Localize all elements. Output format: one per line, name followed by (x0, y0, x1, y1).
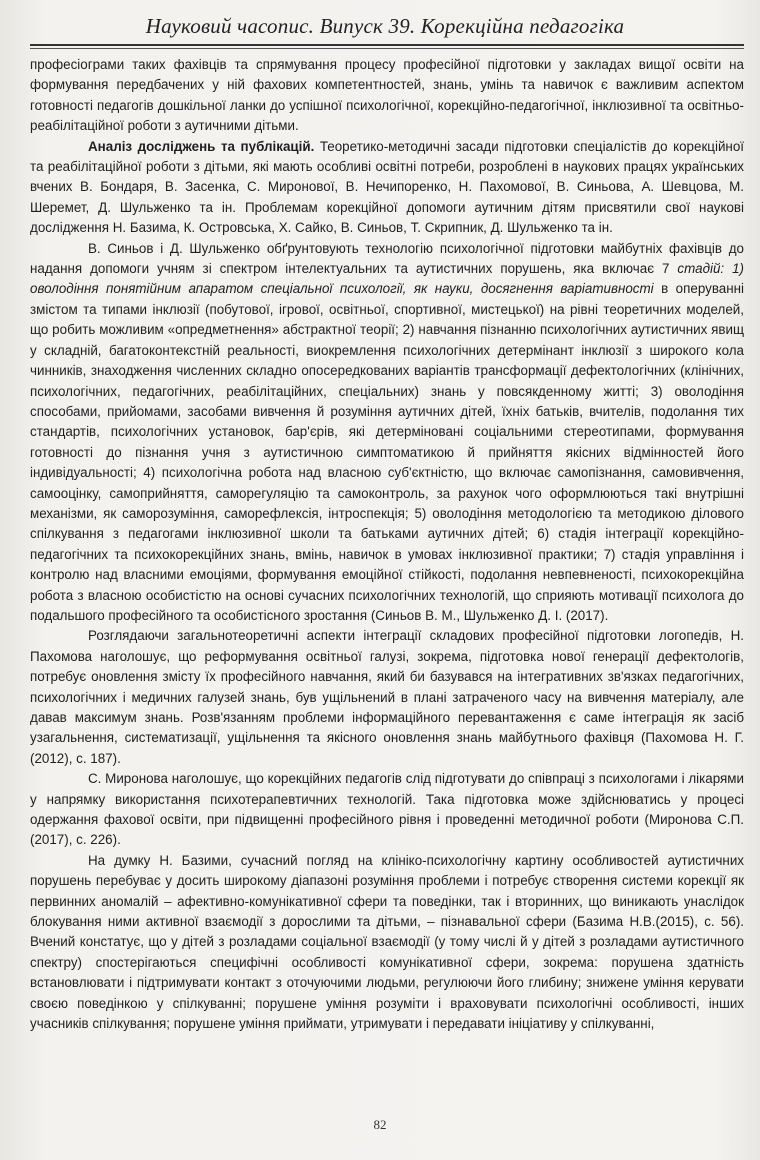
paragraph-continuation: професіограми таких фахівців та спрямування процесу професійної підготовки у закладах вищої освіти на формування передбачених у ній фахових компетентностей, знань, умінь та навичок є важливим аспектом готовності педагогів дошкільної ланки до успішної психологічної, корекційно-педагогічної, інклюзивної та освітньо-реабілітаційної роботи з аутичними дітьми. (30, 57, 744, 134)
article-body (30, 55, 744, 1035)
paragraph-pakhomova: Розглядаючи загальнотеоретичні аспекти інтеграції складових професійної підготовки логопедів, Н. Пахомова наголошує, що реформування освітньої галузі, зокрема, підготовка нової генерації дефектологів, потребує оновлення змісту їх професійного навчання, який би базувався на інтегративних зв'язках педагогічних, психологічних і медичних галузей знань, був ущільнений в плані затраченого часу на вивчення матеріалу, але давав максимум знань. Розв'язанням проблеми інформаційного перевантаження є саме інтеграція як засіб узагальнення, систематизації, ущільнення та якісного оновлення знань майбутнього фахівця (Пахомова Н. Г. (2012), с. 187). (30, 628, 744, 766)
header-rule (30, 44, 744, 46)
paragraph-technology-stages (30, 239, 744, 627)
paragraph-text: Теоретико-методичні засади підготовки спеціалістів до корекційної та реабілітаційної роботи з дітьми, які мають особливі освітні потреби, розроблені в наукових працях українських вчених В. Бондаря, В. Засенка, С. Миронової, В. Нечипоренко, Н. Пахомової, В. Синьова, А. Шевцова, М. Шеремет, Д. Шульженко та ін. Проблемам корекційної допомоги аутичним дітям присвятили свої наукові дослідження Н. Базима, К. Островська, Х. Сайко, В. Синьов, Т. Скрипник, Д. Шульженко та ін. (30, 138, 744, 236)
paragraph-bazyma: На думку Н. Базими, сучасний погляд на клініко-психологічну картину особливостей аутистичних порушень перебуває у досить широкому діапазоні розуміння проблеми і потребує створення системи корекції як первинних аномалій – афективно-комунікативної сфери та поведінки, так і вторинних, що виникають унаслідок блокування ними активної взаємодії з дорослими та дітьми, – пізнавальної сфери (Базима Н.В.(2015), с. 56). Вчений констатує, що у дітей з розладами соціальної взаємодії (у тому числі й у дітей з розладами аутистичного спектру) спостерігаються специфічні особливості комунікативної сфери, зокрема: порушена здатність встановлювати і підтримувати контакт з оточуючими людьми, регулюючи його глибину; знижене уміння керувати своєю поведінкою у спілкуванні; порушене уміння розуміти і враховувати психологічні особливості, інших учасників спілкування; порушене уміння приймати, утримувати і передавати ініціативу у спілкуванні, (30, 852, 744, 1032)
paragraph-italic-text: стадій: 1) оволодіння понятійним апаратом спеціальної психології, як науки, досягнення варіативності (30, 261, 744, 297)
page-number: 82 (373, 1117, 387, 1132)
paragraph-text: В. Синьов і Д. Шульженко обґрунтовують технологію психологічної підготовки майбутніх фахівців до надання допомоги учням зі спектром інтелектуальних та аутистичних порушень, яка включає 7 (30, 240, 744, 277)
paragraph-text: в оперуванні змістом та типами інклюзії (побутової, ігрової, освітньої, спортивної, мистецької) на рівні теоретичних моделей, що робить можливим «опредметнення» абстрактної теорії; 2) навчання пізнанню психологічних аутистичних явищ у складній, багатоконтекстній реальності, виокремлення психологічних детермінант інклюзії з широкого кола чинників, знаходження численних складно опосередкованих варіантів трансформації дефектологічних (клінічних, психологічних, педагогічних, реабілітаційних, спеціальних) знань у повсякденному житті; 3) оволодіння способами, прийомами, засобами вивчення й розуміння аутичних дітей, їхніх батьків, вчителів, подолання тих стандартів, психологічних установок, бар'єрів, які детерміновані соціальними стереотипами, формування готовності до пізнання учня з аутистичною симптоматикою й прийняття якісних відмінностей його індивідуальності; 4) психологічна робота над власною суб'єктністю, що включає самопізнання, самовивчення, самооцінку, самоприйняття, саморегуляцію та самоконтроль, за рахунок чого оформлюються такі внутрішні механізми, як саморозуміння, саморефлексія, інтроспекція; 5) оволодіння методологією та методикою ділового спілкування з педагогами інклюзивної школи та батьками аутичних дітей; 6) стадія інтеграції корекційно-педагогічних та психокорекційних знань, вмінь, навичок в умовах інклюзивної практики; 7) стадія управління і контролю над власними емоціями, формування емоційної стійкості, подолання невпевненості, психокорекційна робота з власною особистістю на основі сучасних психологічних технологій, що сприяють мотивації психолога до подальшого професійного та особистісного зростання (Синьов В. М., Шульженко Д. І. (2017). (30, 281, 744, 623)
paragraph-literature-review (30, 137, 744, 239)
header-rule-thin (30, 48, 744, 49)
running-header: Науковий часопис. Випуск 39. Корекційна педагогіка (145, 14, 625, 38)
paragraph-myronova: С. Миронова наголошує, що корекційних педагогів слід підготувати до співпраці з психологами і лікарями у напрямку використання психотерапевтичних технологій. Така підготовка може здійснюватись у процесі одержання фахової освіти, при підвищенні професійного рівня і проведенні методичної роботи (Миронова С.П. (2017), с. 226). (30, 771, 744, 848)
section-lead-heading: Аналіз досліджень та публікацій. (88, 138, 315, 154)
